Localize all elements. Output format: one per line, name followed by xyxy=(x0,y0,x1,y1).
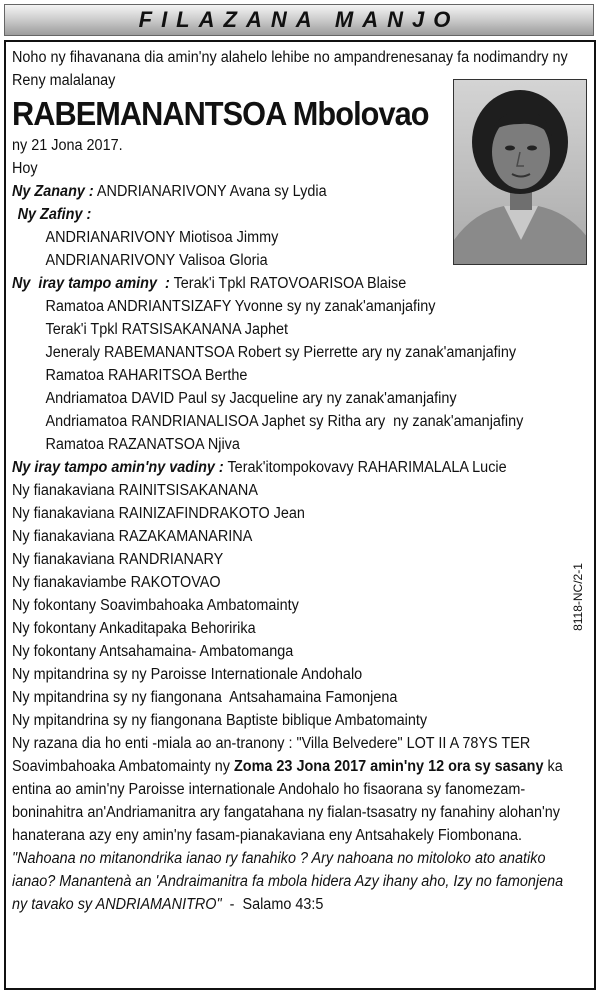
tampo-label: Ny iray tampo aminy : xyxy=(12,275,170,292)
list-item: Ny fokontany Soavimbahoaka Ambatomainty xyxy=(12,597,299,614)
vadiny-label: Ny iray tampo amin'ny vadiny : xyxy=(12,459,224,476)
list-item: Ny fianakaviana RAINIZAFINDRAKOTO Jean xyxy=(12,505,305,522)
list-item: Ny fokontany Antsahamaina- Ambatomanga xyxy=(12,643,294,660)
list-item: Ny fianakaviana RAINITSISAKANANA xyxy=(12,482,258,499)
zanany-value: ANDRIANARIVONY Avana sy Lydia xyxy=(96,183,327,200)
verse-reference: - Salamo 43:5 xyxy=(221,896,324,913)
list-item: Ny mpitandrina sy ny fiangonana Baptiste biblique Ambatomainty xyxy=(12,712,428,729)
tampo-item: Ramatoa ANDRIANTSIZAFY Yvonne sy ny zanak'amanjafiny xyxy=(45,298,436,315)
tampo-item: Andriamatoa RANDRIANALISOA Japhet sy Ritha ary ny zanak'amanjafiny xyxy=(45,413,524,430)
ad-reference-code: 8118-NC/2-1 xyxy=(571,563,585,631)
bible-verse xyxy=(12,847,581,916)
zafiny-label: Ny Zafiny : xyxy=(17,206,92,223)
tampo-first: Terak'i Tpkl RATOVOARISOA Blaise xyxy=(173,275,407,292)
header-title: FILAZANA MANJO xyxy=(138,7,460,32)
list-item: Ny fianakaviana RANDRIANARY xyxy=(12,551,224,568)
verse-text: "Nahoana no mitanondrika ianao ry fanahiko ? Ary nahoana no mitoloko ato anatiko ianao? Manantenà an 'Andraimanitra fa mbola hidera Azy ihany aho, Izy no famonjena ny tavako sy ANDRIAMANITRO" xyxy=(12,850,564,913)
vadiny-value: Terak'itompokovavy RAHARIMALALA Lucie xyxy=(227,459,507,476)
funeral-date-time: Zoma 23 Jona 2017 amin'ny 12 ora sy sasany xyxy=(233,758,544,775)
list-item: Ny mpitandrina sy ny fiangonana Antsahamaina Famonjena xyxy=(12,689,398,706)
list-item: Ny fokontany Ankaditapaka Behoririka xyxy=(12,620,256,637)
list-item: Ny fianakaviambe RAKOTOVAO xyxy=(12,574,221,591)
zafiny-item: ANDRIANARIVONY Valisoa Gloria xyxy=(45,252,268,269)
vadiny-row xyxy=(12,456,550,479)
tampo-item: Ramatoa RAZANATSOA Njiva xyxy=(45,436,240,453)
tampo-item: Jeneraly RABEMANANTSOA Robert sy Pierrette ary ny zanak'amanjafiny xyxy=(45,344,517,361)
tampo-item: Ramatoa RAHARITSOA Berthe xyxy=(45,367,248,384)
zafiny-item: ANDRIANARIVONY Miotisoa Jimmy xyxy=(45,229,279,246)
list-item: Ny fianakaviana RAZAKAMANARINA xyxy=(12,528,253,545)
zanany-label: Ny Zanany : xyxy=(12,183,94,200)
date-line: ny 21 Jona 2017. xyxy=(12,137,123,154)
list-item: Ny mpitandrina sy ny Paroisse Internationale Andohalo xyxy=(12,666,363,683)
funeral-text-b: ka entina ao amin'ny Paroisse internationale Andohalo ho fisaorana sy fanomezam-boninahitra an'Andriamanitra ary fangatahana ny fialan-tsasatry ny fanahiny alohan'ny hanaterana azy eny amin'ny fasam-pianakaviana eny Antsahakely Fiombonana. xyxy=(12,758,563,844)
hoy-line: Hoy xyxy=(12,160,38,177)
deceased-name: RABEMANANTSOA Mbolovao xyxy=(12,95,429,132)
tampo-item: Terak'i Tpkl RATSISAKANANA Japhet xyxy=(45,321,289,338)
zafiny-label-row xyxy=(12,203,550,226)
funeral-paragraph xyxy=(12,732,581,847)
funeral-text-a: Ny razana dia ho enti -miala ao an-tranony : "Villa Belvedere" LOT II A 78YS TER Soavimbahoaka Ambatomainty ny xyxy=(12,735,531,775)
tampo-item: Andriamatoa DAVID Paul sy Jacqueline ary ny zanak'amanjafiny xyxy=(45,390,457,407)
header-banner xyxy=(4,4,594,36)
zanany-row xyxy=(12,180,550,203)
intro-text: Noho ny fihavanana dia amin'ny alahelo lehibe no ampandrenesanay fa nodimandry ny Reny malalanay xyxy=(12,49,568,89)
tampo-row xyxy=(12,272,550,295)
notice-body xyxy=(12,46,568,916)
